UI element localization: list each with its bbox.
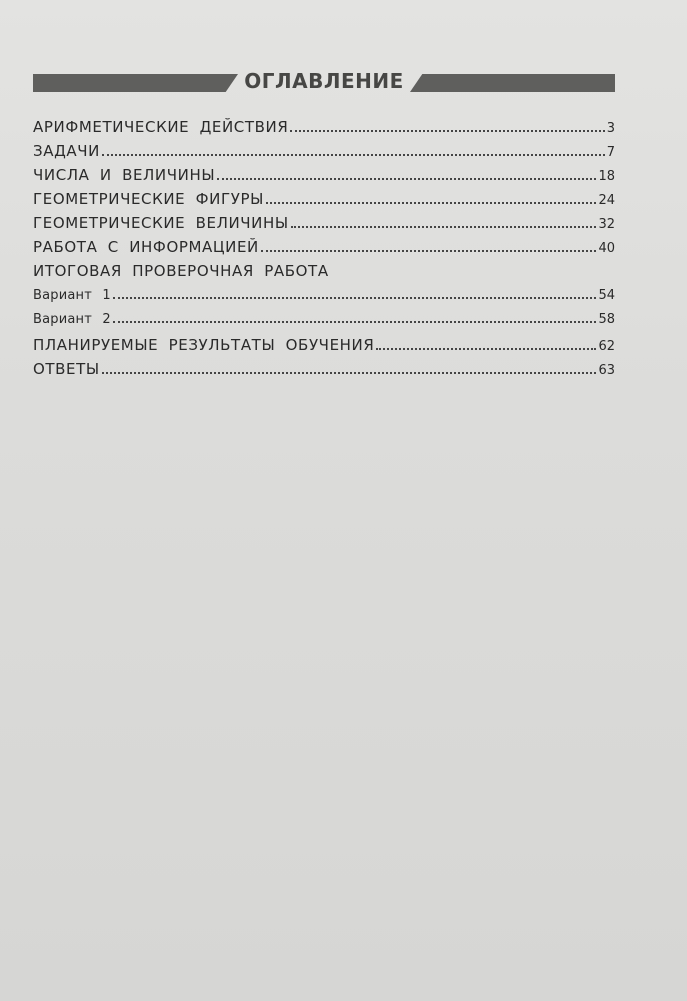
toc-entry-geometric-figures[interactable] bbox=[33, 190, 615, 214]
dot-leader bbox=[266, 201, 597, 204]
toc-section-title: ИТОГОВАЯ ПРОВЕРОЧНАЯ РАБОТА bbox=[33, 262, 329, 280]
toc-entry-variant-2[interactable] bbox=[33, 312, 615, 336]
dot-leader bbox=[102, 371, 597, 374]
contents-heading bbox=[33, 68, 615, 98]
toc-entry-arithmetic[interactable] bbox=[33, 118, 615, 142]
toc-entry-answers[interactable] bbox=[33, 360, 615, 384]
toc-entry-planned-results[interactable] bbox=[33, 336, 615, 360]
dot-leader bbox=[113, 320, 597, 323]
toc-entry-label: ГЕОМЕТРИЧЕСКИЕ ВЕЛИЧИНЫ bbox=[33, 214, 289, 232]
toc-entry-problems[interactable] bbox=[33, 142, 615, 166]
toc-entry-label: РАБОТА С ИНФОРМАЦИЕЙ bbox=[33, 238, 259, 256]
toc-page-number: 3 bbox=[606, 121, 615, 136]
heading-right-bar bbox=[410, 74, 615, 92]
toc-entry-label: АРИФМЕТИЧЕСКИЕ ДЕЙСТВИЯ bbox=[33, 118, 289, 136]
toc-page-number: 24 bbox=[598, 193, 615, 208]
toc-page-number: 40 bbox=[598, 241, 615, 256]
dot-leader bbox=[290, 129, 604, 132]
toc-page-number: 54 bbox=[598, 288, 615, 303]
dot-leader bbox=[291, 225, 597, 228]
toc-section-final-test bbox=[33, 262, 615, 288]
toc-entry-geometric-quantities[interactable] bbox=[33, 214, 615, 238]
toc-entry-label: ЗАДАЧИ bbox=[33, 142, 100, 160]
toc-page-number: 32 bbox=[598, 217, 615, 232]
toc-page-number: 63 bbox=[598, 363, 615, 378]
dot-leader bbox=[261, 249, 597, 252]
toc-entry-label: ГЕОМЕТРИЧЕСКИЕ ФИГУРЫ bbox=[33, 190, 264, 208]
table-of-contents bbox=[33, 118, 615, 384]
dot-leader bbox=[113, 296, 597, 299]
toc-entry-label: Вариант 2 bbox=[33, 312, 111, 327]
toc-entry-label: ПЛАНИРУЕМЫЕ РЕЗУЛЬТАТЫ ОБУЧЕНИЯ bbox=[33, 336, 375, 354]
toc-entry-label: ОТВЕТЫ bbox=[33, 360, 100, 378]
toc-page-number: 58 bbox=[598, 312, 615, 327]
dot-leader bbox=[217, 177, 596, 180]
toc-entry-label: Вариант 1 bbox=[33, 288, 111, 303]
toc-entry-numbers[interactable] bbox=[33, 166, 615, 190]
toc-entry-variant-1[interactable] bbox=[33, 288, 615, 312]
dot-leader bbox=[102, 153, 605, 156]
toc-entry-label: ЧИСЛА И ВЕЛИЧИНЫ bbox=[33, 166, 216, 184]
dot-leader bbox=[376, 347, 596, 350]
toc-entry-information[interactable] bbox=[33, 238, 615, 262]
page-title: ОГЛАВЛЕНИЕ bbox=[244, 69, 404, 93]
toc-page-number: 7 bbox=[606, 145, 615, 160]
heading-left-bar bbox=[33, 74, 238, 92]
toc-page-number: 62 bbox=[598, 339, 615, 354]
toc-page-number: 18 bbox=[598, 169, 615, 184]
